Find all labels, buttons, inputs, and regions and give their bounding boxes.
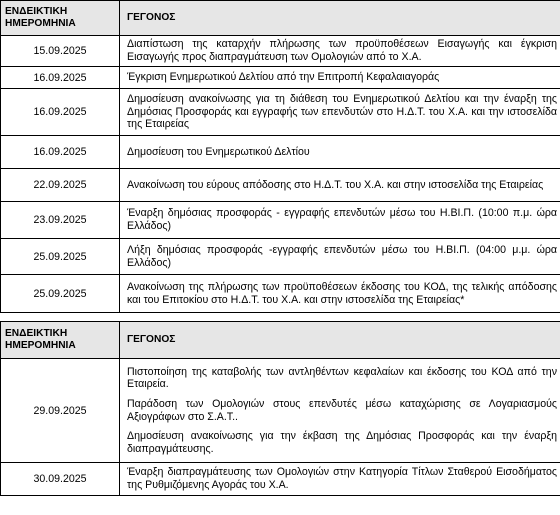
table-row [1,136,560,169]
row-date: 15.09.2025 [1,36,120,67]
row-date: 25.09.2025 [1,239,120,275]
row-date: 16.09.2025 [1,136,120,169]
table-row [1,239,560,275]
header-event: ΓΕΓΟΝΟΣ [120,322,560,359]
header-date: ΕΝΔΕΙΚΤΙΚΗ ΗΜΕΡΟΜΗΝΙΑ [1,1,120,36]
row-date: 16.09.2025 [1,89,120,136]
table-row [1,36,560,67]
row-event: Δημοσίευση του Ενημερωτικού Δελτίου [120,136,560,169]
row-date: 25.09.2025 [1,275,120,313]
row-event: Ανακοίνωση του εύρους απόδοσης στο Η.Δ.Τ. του Χ.Α. και στην ιστοσελίδα της Εταιρείας [120,169,560,202]
event-paragraph: Δημοσίευση ανακοίνωσης για την έκβαση της Δημόσιας Προσφοράς και την έναρξη διαπραγμάτευσης. [127,430,557,455]
event-paragraph: Παράδοση των Ομολογιών στους επενδυτές μέσω καταχώρισης σε Λογαριασμούς Αξιογράφων στο Σ.Α.Τ.. [127,397,557,423]
timetable-table-2 [0,321,560,496]
table-row [1,67,560,89]
table-row [1,463,560,496]
table-row [1,359,560,463]
table-row [1,169,560,202]
row-date: 30.09.2025 [1,463,120,496]
row-date: 22.09.2025 [1,169,120,202]
row-date: 23.09.2025 [1,202,120,239]
table-gap [0,313,560,321]
row-event: Λήξη δημόσιας προσφοράς -εγγραφής επενδυτών μέσω του Η.ΒΙ.Π. (04:00 μ.μ. ώρα Ελλάδος) [120,239,560,275]
table-header-row [1,1,560,36]
event-paragraph: Πιστοποίηση της καταβολής των αντληθέντων κεφαλαίων και έκδοσης του ΚΟΔ από την Εταιρεία. [127,365,557,391]
row-event: Διαπίστωση της καταρχήν πλήρωσης των προϋποθέσεων Εισαγωγής και έγκριση Εισαγωγής προς διαπραγμάτευση των Ομολογιών από το Χ.Α. [120,36,560,67]
header-date: ΕΝΔΕΙΚΤΙΚΗ ΗΜΕΡΟΜΗΝΙΑ [1,322,120,359]
row-event: Ανακοίνωση της πλήρωσης των προϋποθέσεων έκδοσης του ΚΟΔ, της τελικής απόδοσης και του Επιτοκίου στο Η.Δ.Τ. του Χ.Α. και στην ιστοσελίδα της Εταιρείας* [120,275,560,313]
table-row [1,202,560,239]
table-row [1,275,560,313]
row-event: Έναρξη δημόσιας προσφοράς - εγγραφής επενδυτών μέσω του Η.ΒΙ.Π. (10:00 π.μ. ώρα Ελλάδος) [120,202,560,239]
table-header-row [1,322,560,359]
row-event: Δημοσίευση ανακοίνωσης για τη διάθεση του Ενημερωτικού Δελτίου και την έναρξη της Δημόσιας Προσφοράς και εγγραφής των επενδυτών στο Η.Δ.Τ. του Χ.Α. και την ιστοσελίδα της Εταιρείας [120,89,560,136]
header-event: ΓΕΓΟΝΟΣ [120,1,560,36]
row-date: 16.09.2025 [1,67,120,89]
row-event: Έγκριση Ενημερωτικού Δελτίου από την Επιτροπή Κεφαλαιαγοράς [120,67,560,89]
table-row [1,89,560,136]
row-date: 29.09.2025 [1,359,120,463]
row-event: Έναρξη διαπραγμάτευσης των Ομολογιών στην Κατηγορία Τίτλων Σταθερού Εισοδήματος της Ρυθμιζόμενης Αγοράς του Χ.Α. [120,463,560,496]
row-event [120,359,560,463]
